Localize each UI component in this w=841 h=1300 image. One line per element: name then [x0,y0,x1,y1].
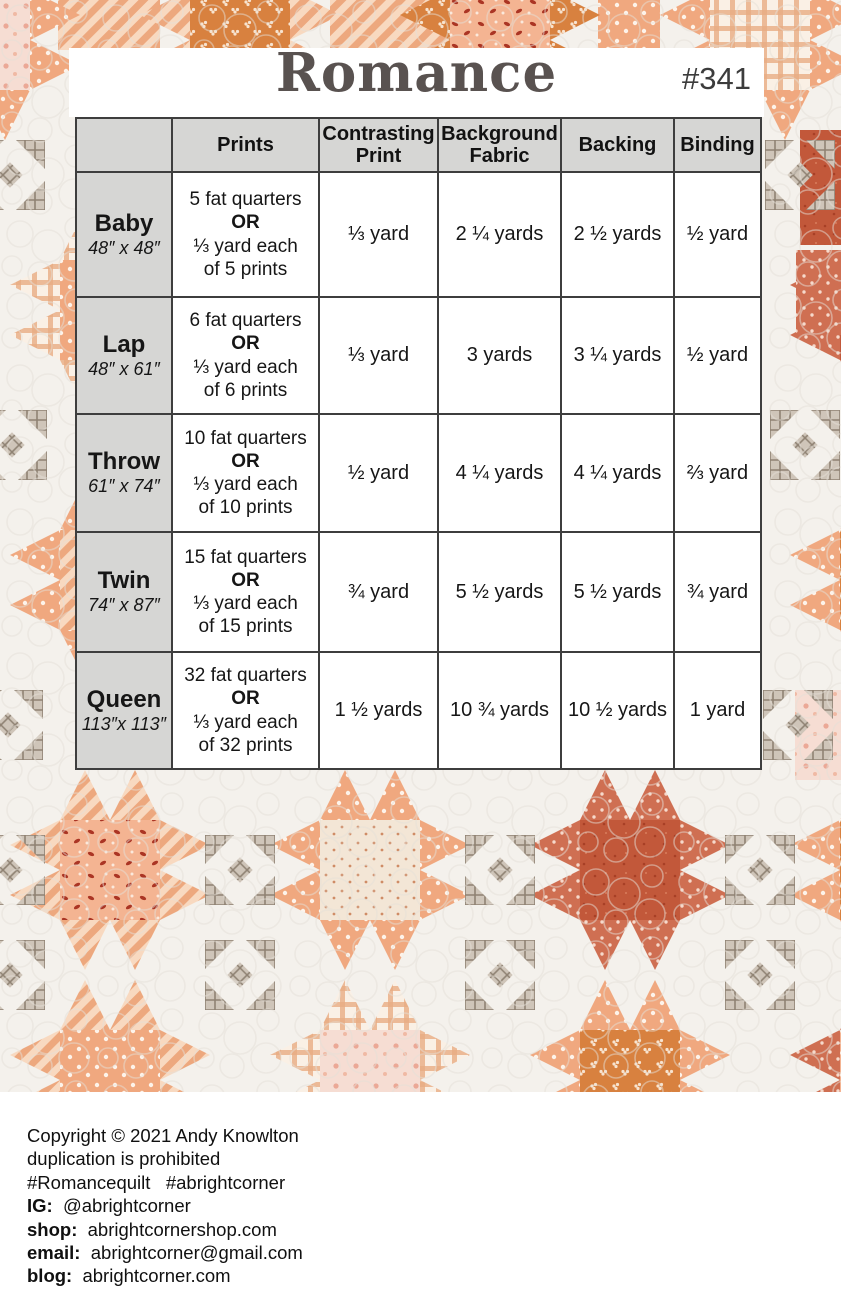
contrasting-cell: ½ yard [319,414,438,532]
size-cell [76,172,172,297]
size-cell [76,414,172,532]
page-title: Romance [275,42,558,104]
line-text: abrightcorner.com [82,1265,231,1287]
duplication-line [27,1147,303,1170]
prints-alt: ⅓ yard each [193,356,298,378]
line-text: @abrightcorner [62,1195,191,1217]
prints-alt: ⅓ yard each [193,474,298,495]
line-text: duplication is prohibited [27,1148,221,1170]
contrasting-cell: ⅓ yard [319,297,438,414]
copyright-line [27,1124,303,1147]
prints-alt: ⅓ yard each [193,235,298,257]
contrasting-cell: 1 ½ yards [319,652,438,769]
line-text: Copyright © 2021 Andy Knowlton [27,1125,299,1146]
background-cell: 2 ¼ yards [438,172,561,297]
table-row-queen [76,652,761,769]
size-dimensions: 48″ x 48″ [88,237,160,258]
prints-qty: 6 fat quarters [189,310,302,332]
column-header-prints: Prints [172,118,319,172]
backing-cell: 5 ½ yards [561,532,674,652]
background-cell: 4 ¼ yards [438,414,561,532]
prints-qty: 32 fat quarters [184,665,307,687]
column-header-binding: Binding [674,118,761,172]
line-prefix: shop: [27,1218,78,1240]
prints-or: OR [231,569,260,591]
prints-alt2: of 6 prints [203,379,288,401]
column-header-size [76,118,172,172]
prints-alt: ⅓ yard each [193,711,298,733]
prints-cell [172,297,319,414]
backing-cell: 4 ¼ yards [561,414,674,532]
prints-alt2: of 10 prints [198,497,293,519]
size-name: Twin [97,567,151,595]
title-panel [69,42,764,117]
prints-or: OR [231,688,260,710]
instagram-line [27,1194,303,1217]
prints-or: OR [231,212,260,234]
copyright-block [27,1124,303,1288]
hashtags-line [27,1171,303,1194]
prints-alt2: of 5 prints [203,258,288,280]
binding-cell: ½ yard [674,172,761,297]
line-prefix: blog: [27,1265,73,1287]
background-cell: 3 yards [438,297,561,414]
shop-line [27,1218,303,1241]
prints-cell [172,172,319,297]
prints-or: OR [231,333,260,355]
size-name: Baby [94,209,154,237]
blog-line [27,1264,303,1287]
column-header-contrasting: Contrasting Print [319,118,438,172]
fabric-requirements-table [75,117,762,770]
size-dimensions: 74″ x 87″ [88,595,160,615]
background-cell: 10 ¾ yards [438,652,561,769]
size-name: Throw [88,448,160,476]
prints-qty: 15 fat quarters [184,546,307,568]
line-text: abrightcorner@gmail.com [90,1242,303,1264]
table-row-twin [76,532,761,652]
size-cell [76,297,172,414]
footer [0,1092,841,1300]
prints-alt2: of 15 prints [198,616,293,638]
table-row-throw [76,414,761,532]
table-row-baby [76,172,761,297]
prints-or: OR [231,450,260,472]
table-row-lap [76,297,761,414]
prints-alt2: of 32 prints [198,734,293,756]
backing-cell: 2 ½ yards [561,172,674,297]
background-cell: 5 ½ yards [438,532,561,652]
line-prefix: email: [27,1242,81,1264]
prints-cell [172,532,319,652]
line-prefix: IG: [27,1195,53,1217]
size-cell [76,652,172,769]
size-cell [76,532,172,652]
column-header-backing: Backing [561,118,674,172]
binding-cell: ¾ yard [674,532,761,652]
size-name: Lap [102,330,146,358]
binding-cell: 1 yard [674,652,761,769]
prints-alt: ⅓ yard each [193,593,298,614]
contrasting-cell: ⅓ yard [319,172,438,297]
size-dimensions: 113″x 113″ [81,713,167,734]
line-text: #Romancequilt #abrightcorner [27,1171,286,1193]
pattern-number: #341 [682,61,751,96]
email-line [27,1241,303,1264]
backing-cell: 10 ½ yards [561,652,674,769]
prints-cell [172,414,319,532]
table-header-row [76,118,761,172]
size-name: Queen [86,685,162,713]
line-text: abrightcornershop.com [87,1218,277,1240]
contrasting-cell: ¾ yard [319,532,438,652]
prints-qty: 10 fat quarters [184,427,307,449]
binding-cell: ½ yard [674,297,761,414]
binding-cell: ⅔ yard [674,414,761,532]
backing-cell: 3 ¼ yards [561,297,674,414]
prints-qty: 5 fat quarters [189,189,302,211]
size-dimensions: 61″ x 74″ [88,476,160,496]
prints-cell [172,652,319,769]
column-header-background: Background Fabric [438,118,561,172]
size-dimensions: 48″ x 61″ [88,358,160,379]
